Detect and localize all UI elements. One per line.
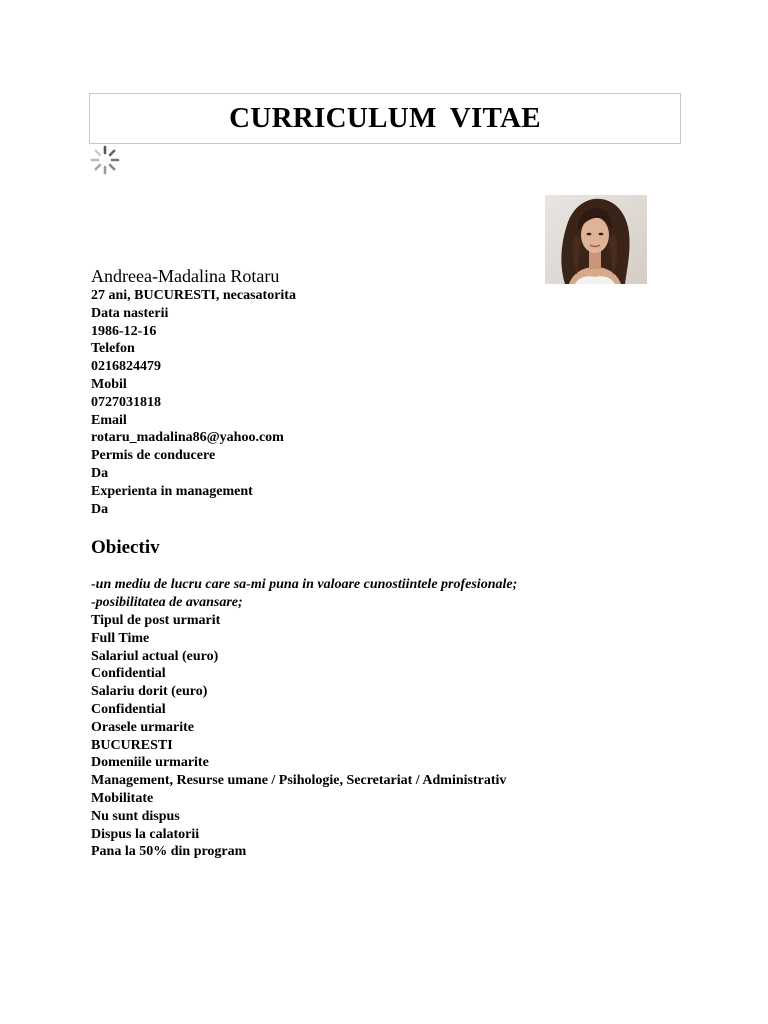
cv-content xyxy=(91,265,731,861)
field-value-mobility: Nu sunt dispus xyxy=(91,808,180,824)
loading-spinner-icon xyxy=(89,144,121,176)
field-label-management-experience: Experienta in management xyxy=(91,483,253,499)
field-value-job-type: Full Time xyxy=(91,630,150,646)
field-value-phone: 0216824479 xyxy=(91,359,161,375)
title-box xyxy=(89,93,681,144)
field-label-target-domains: Domeniile urmarite xyxy=(91,755,209,771)
candidate-summary: 27 ani, BUCURESTI, necasatorita xyxy=(91,288,296,303)
field-label-target-cities: Orasele urmarite xyxy=(91,719,195,735)
field-label-driving-license: Permis de conducere xyxy=(91,448,216,464)
field-value-target-domains: Management, Resurse umane / Psihologie, Secretariat / Administrativ xyxy=(91,773,507,789)
field-value-target-cities: BUCURESTI xyxy=(91,737,173,753)
field-value-mobile: 0727031818 xyxy=(91,394,161,410)
field-label-email: Email xyxy=(91,412,127,428)
objective-goal: -posibilitatea de avansare; xyxy=(91,595,243,611)
field-label-birthdate: Data nasterii xyxy=(91,305,169,321)
objective-goals xyxy=(91,576,731,612)
field-label-mobility: Mobilitate xyxy=(91,790,154,806)
field-value-birthdate: 1986-12-16 xyxy=(91,323,157,339)
field-label-phone: Telefon xyxy=(91,341,135,357)
field-value-travel: Pana la 50% din program xyxy=(91,844,247,860)
candidate-name: Andreea-Madalina Rotaru xyxy=(91,266,280,286)
field-value-email: rotaru_madalina86@yahoo.com xyxy=(91,430,284,446)
field-label-desired-salary: Salariu dorit (euro) xyxy=(91,684,208,700)
section-title-objective: Obiectiv xyxy=(91,537,160,559)
page-title: CURRICULUM VITAE xyxy=(229,102,541,134)
field-label-travel: Dispus la calatorii xyxy=(91,826,200,842)
field-label-job-type: Tipul de post urmarit xyxy=(91,612,221,628)
field-label-current-salary: Salariul actual (euro) xyxy=(91,648,219,664)
field-label-mobile: Mobil xyxy=(91,376,127,392)
field-value-desired-salary: Confidential xyxy=(91,701,166,717)
field-value-driving-license: Da xyxy=(91,465,109,481)
objective-goal: -un mediu de lucru care sa-mi puna in valoare cunostiintele profesionale; xyxy=(91,577,518,593)
field-value-management-experience: Da xyxy=(91,501,109,517)
field-value-current-salary: Confidential xyxy=(91,666,166,682)
